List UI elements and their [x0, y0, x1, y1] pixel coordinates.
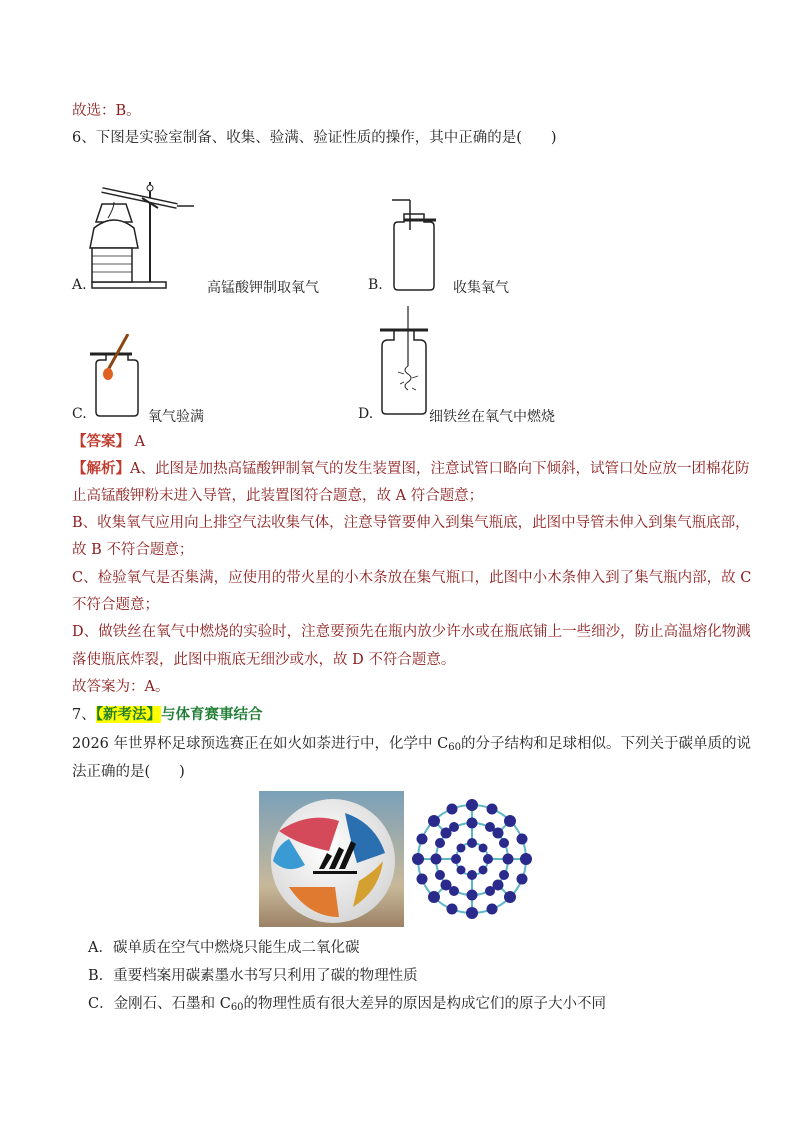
- q7-title: 与体育赛事结合: [160, 706, 263, 723]
- analysis-line-6: 不符合题意；: [72, 597, 159, 613]
- figure-a-kmno4-apparatus: [82, 178, 200, 290]
- figure-b-gas-collection: [386, 196, 442, 292]
- q7-option-b: B．重要档案用碳素墨水书写只利用了碳的物理性质: [88, 968, 418, 984]
- previous-answer: 故选：B。: [72, 103, 141, 119]
- q7-option-c: C．金刚石、石墨和 $C_{60}$的物理性质有很大差异的原因是构成它们的原子大小不同: [88, 996, 607, 1013]
- q7-stem-line-1: 2026 年世界杯足球预选赛正在如火如荼进行中，化学中 $C_{60}$的分子结构和足球相似。下列关于碳单质的说: [72, 736, 751, 753]
- analysis-line-1: 【解析】A、此图是加热高锰酸钾制氧气的发生装置图，注意试管口略向下倾斜，试管口处应放一团棉花防: [72, 460, 750, 477]
- analysis-line-7: D、做铁丝在氧气中燃烧的实验时，注意要预先在瓶内放少许水或在瓶底铺上一些细沙，防止高温熔化物溅: [72, 624, 751, 640]
- option-a-letter: A.: [72, 277, 87, 293]
- q7-stem-line-2: 法正确的是( ): [72, 764, 185, 780]
- analysis-line-3: B、收集氧气应用向上排空气法收集气体，注意导管要伸入到集气瓶底，此图中导管未伸入到集气瓶底部，: [72, 515, 750, 531]
- c60-molecule-model: [408, 791, 536, 925]
- q6-answer: [72, 432, 145, 452]
- football-photo: [259, 791, 404, 927]
- figure-d-iron-burning: [376, 306, 432, 418]
- analysis-line-2: 止高锰酸钾粉末进入导管，此装置图符合题意，故 A 符合题意；: [72, 488, 484, 504]
- q6-conclusion: 故答案为：A。: [72, 679, 170, 695]
- q7-option-a: A．碳单质在空气中燃烧只能生成二氧化碳: [88, 940, 360, 956]
- q7-number: 7、: [72, 707, 96, 723]
- option-a-caption: 高锰酸钾制取氧气: [207, 280, 319, 296]
- option-b-caption: 收集氧气: [453, 280, 509, 296]
- analysis-tag: 【解析】: [72, 460, 130, 477]
- analysis-line-4: 故 B 不符合题意；: [72, 542, 194, 558]
- option-b-letter: B.: [368, 277, 383, 293]
- option-c-caption: 氧气验满: [148, 409, 204, 425]
- analysis-line-5: C、检验氧气是否集满，应使用的带火星的小木条放在集气瓶口，此图中小木条伸入到了集气瓶内部，故 C: [72, 570, 752, 586]
- option-d-caption: 细铁丝在氧气中燃烧: [429, 409, 555, 425]
- option-d-letter: D.: [358, 406, 374, 422]
- option-c-letter: C.: [72, 406, 87, 422]
- q6-stem: 6、下图是实验室制备、收集、验满、验证性质的操作，其中正确的是( ): [72, 130, 557, 146]
- figure-c-oxygen-check: [88, 334, 148, 418]
- answer-tag: 【答案】: [72, 433, 130, 450]
- answer-value: A: [134, 434, 146, 450]
- analysis-line-8: 落使瓶底炸裂，此图中瓶底无细沙或水，故 D 不符合题意。: [72, 652, 456, 668]
- q7-heading: [72, 705, 262, 725]
- q7-tag: 【新考法】: [95, 706, 161, 723]
